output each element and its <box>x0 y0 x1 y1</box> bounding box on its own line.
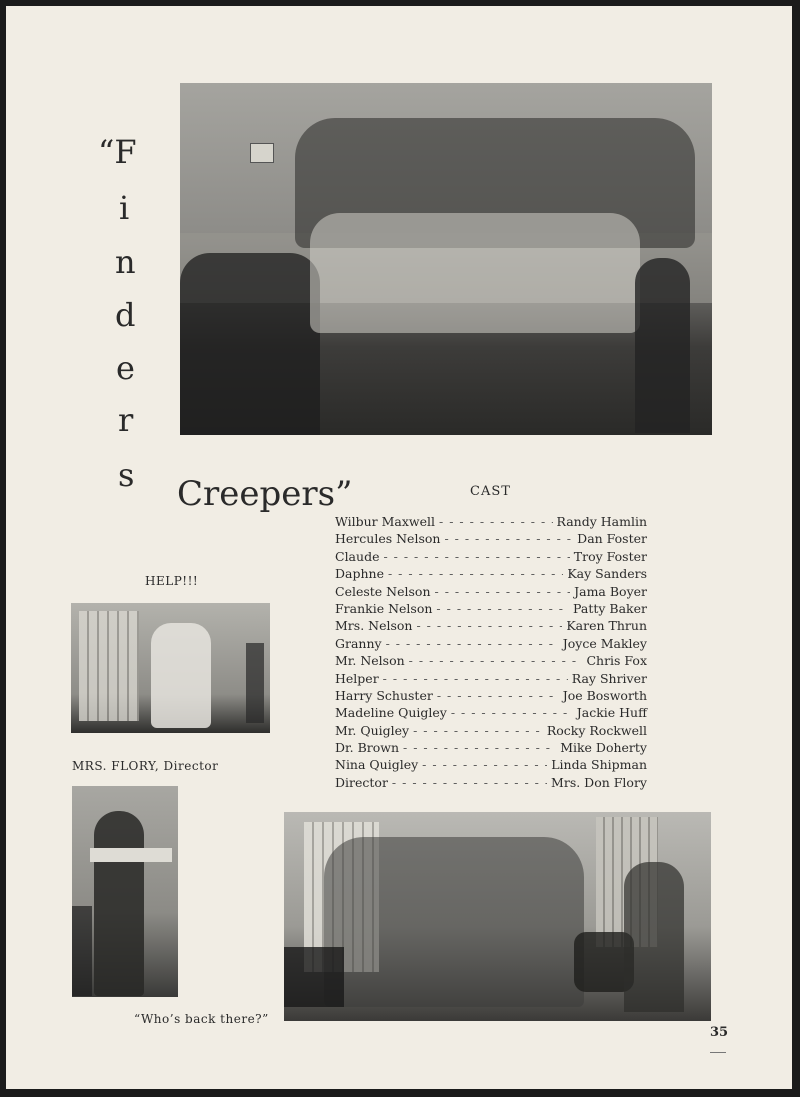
help-caption: HELP!!! <box>145 574 199 588</box>
leader-dots <box>439 514 552 529</box>
cast-role: Director <box>335 774 388 790</box>
cast-row <box>335 705 647 722</box>
cast-actor: Linda Shipman <box>551 757 647 773</box>
leader-dots <box>435 584 571 599</box>
cast-row <box>335 618 647 635</box>
cast-row <box>335 757 647 774</box>
cast-row <box>335 688 647 705</box>
cast-row <box>335 671 647 688</box>
cast-actor: Joyce Makley <box>562 635 647 651</box>
title-letter: “F <box>98 133 137 171</box>
help-photo <box>71 603 270 733</box>
title-letter: e <box>116 349 135 387</box>
cast-role: Celeste Nelson <box>335 583 431 599</box>
yearbook-page <box>6 6 792 1089</box>
cast-row <box>335 584 647 601</box>
cast-role: Harry Schuster <box>335 687 433 703</box>
cast-actor: Troy Foster <box>573 548 647 564</box>
cast-heading: CAST <box>470 484 511 499</box>
leader-dots <box>409 653 583 668</box>
title-second-word: Creepers” <box>177 474 353 514</box>
cast-role: Hercules Nelson <box>335 531 441 547</box>
director-caption: MRS. FLORY, Director <box>72 759 219 773</box>
page-number-rule <box>710 1052 726 1053</box>
cast-row <box>335 601 647 618</box>
leader-dots <box>416 618 562 633</box>
cast-role: Frankie Nelson <box>335 600 433 616</box>
director-photo <box>72 786 178 997</box>
leader-dots <box>388 566 563 581</box>
cast-role: Mr. Nelson <box>335 653 405 669</box>
cast-group-photo <box>180 83 712 435</box>
cast-actor: Dan Foster <box>577 531 647 547</box>
cast-role: Nina Quigley <box>335 757 419 773</box>
cast-row <box>335 549 647 566</box>
cast-row <box>335 775 647 792</box>
scene-caption: “Who’s back there?” <box>134 1012 269 1026</box>
leader-dots <box>383 671 568 686</box>
leader-dots <box>392 775 547 790</box>
page-number: 35 <box>710 1025 729 1040</box>
cast-actor: Randy Hamlin <box>556 514 647 529</box>
cast-actor: Joe Bosworth <box>562 687 647 703</box>
title-letter: d <box>115 296 136 334</box>
leader-dots <box>422 757 547 772</box>
cast-actor: Mike Doherty <box>560 740 647 756</box>
cast-role: Madeline Quigley <box>335 705 447 721</box>
cast-role: Dr. Brown <box>335 740 400 756</box>
cast-row <box>335 514 647 531</box>
cast-actor: Ray Shriver <box>571 670 647 686</box>
cast-role: Granny <box>335 635 382 651</box>
title-letter: i <box>119 189 130 227</box>
leader-dots <box>413 723 543 738</box>
cast-role: Claude <box>335 548 380 564</box>
title-letter: r <box>118 401 134 439</box>
leader-dots <box>444 531 573 546</box>
title-letter: s <box>118 456 135 494</box>
cast-role: Mr. Quigley <box>335 722 410 738</box>
cast-role: Helper <box>335 670 379 686</box>
scene-photo <box>284 812 711 1021</box>
cast-actor: Rocky Rockwell <box>546 722 647 738</box>
cast-row <box>335 636 647 653</box>
leader-dots <box>383 549 569 564</box>
leader-dots <box>386 636 559 651</box>
cast-actor: Kay Sanders <box>567 566 647 582</box>
cast-actor: Mrs. Don Flory <box>551 774 647 790</box>
cast-row <box>335 653 647 670</box>
title-letter: n <box>115 243 136 281</box>
cast-list <box>335 514 647 792</box>
cast-role: Wilbur Maxwell <box>335 514 436 529</box>
cast-row <box>335 531 647 548</box>
cast-actor: Karen Thrun <box>566 618 647 634</box>
cast-actor: Patty Baker <box>573 600 647 616</box>
cast-role: Mrs. Nelson <box>335 618 413 634</box>
cast-actor: Chris Fox <box>586 653 647 669</box>
cast-row <box>335 566 647 583</box>
leader-dots <box>437 688 559 703</box>
cast-role: Daphne <box>335 566 384 582</box>
cast-row <box>335 740 647 757</box>
leader-dots <box>403 740 556 755</box>
cast-actor: Jama Boyer <box>574 583 647 599</box>
leader-dots <box>451 705 573 720</box>
cast-actor: Jackie Huff <box>576 705 647 721</box>
cast-row <box>335 723 647 740</box>
leader-dots <box>436 601 569 616</box>
